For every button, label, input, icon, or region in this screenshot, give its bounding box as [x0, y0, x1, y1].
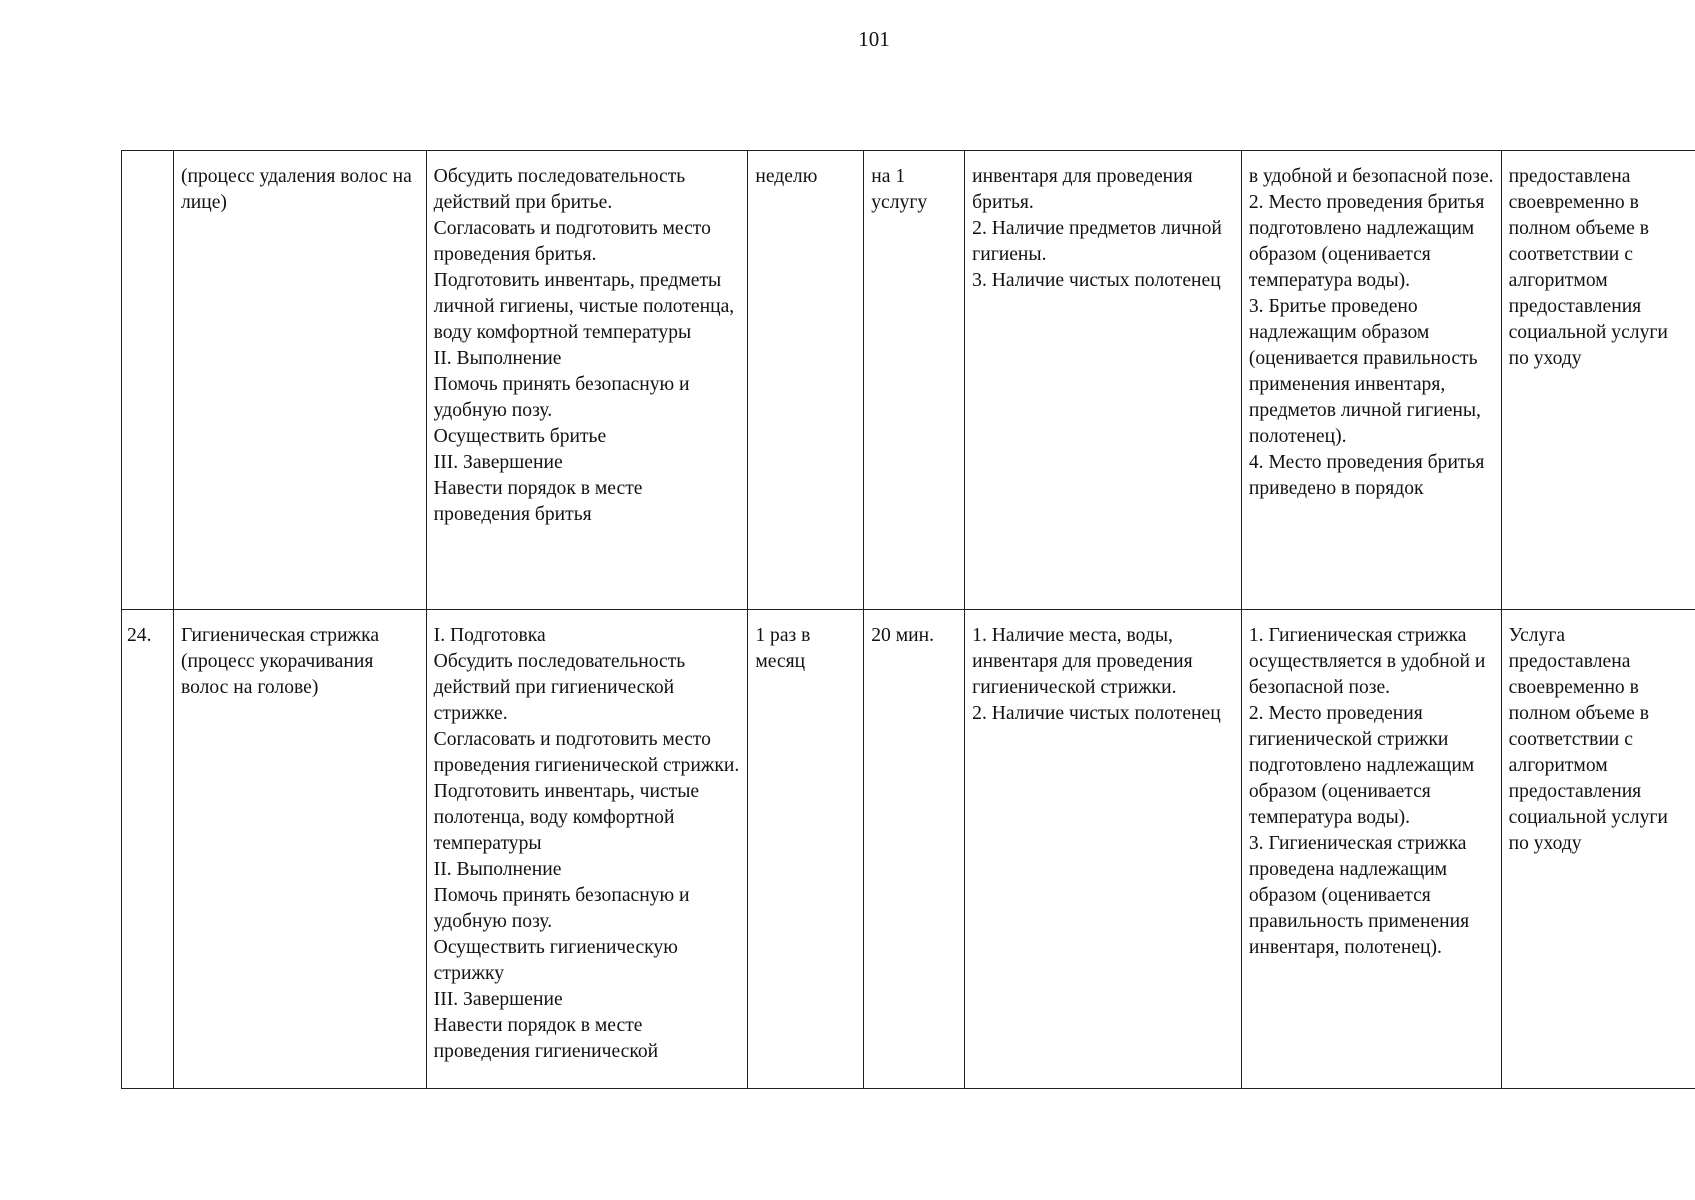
cell-duration: 20 мин. [864, 610, 965, 1089]
cell-frequency: 1 раз в месяц [748, 610, 864, 1089]
cell-procedure: I. Подготовка Обсудить последовательность действий при гигиенической стрижке. Согласовать и подготовить место проведения гигиенической стрижки. Подготовить инвентарь, чистые полотенца, воду комфортной температуры II. Выполнение Помочь принять безопасную и удобную позу. Осуществить гигиеническую стрижку III. Завершение Навести порядок в месте проведения гигиенической [426, 610, 748, 1089]
cell-number: 24. [122, 610, 174, 1089]
cell-procedure: Обсудить последовательность действий при бритье. Согласовать и подготовить место проведения бритья. Подготовить инвентарь, предметы личной гигиены, чистые полотенца, воду комфортной температуры II. Выполнение Помочь принять безопасную и удобную позу. Осуществить бритье III. Завершение Навести порядок в месте проведения бритья [426, 151, 748, 610]
cell-service-name: (процесс удаления волос на лице) [173, 151, 426, 610]
cell-number [122, 151, 174, 610]
cell-frequency: неделю [748, 151, 864, 610]
cell-quality-indicators: в удобной и безопасной позе. 2. Место проведения бритья подготовлено надлежащим образом (оценивается температура воды). 3. Бритье проведено надлежащим образом (оценивается правильность применения инвентаря, предметов личной гигиены, полотенец). 4. Место проведения бритья приведено в порядок [1241, 151, 1501, 610]
page-number: 101 [858, 27, 890, 51]
table-row [122, 151, 1695, 610]
cell-result: предоставлена своевременно в полном объеме в соответствии с алгоритмом предоставления социальной услуги по уходу [1501, 151, 1695, 610]
table-row [122, 610, 1695, 1089]
cell-conditions: 1. Наличие места, воды, инвентаря для проведения гигиенической стрижки. 2. Наличие чистых полотенец [965, 610, 1242, 1089]
cell-conditions: инвентаря для проведения бритья. 2. Наличие предметов личной гигиены. 3. Наличие чистых полотенец [965, 151, 1242, 610]
cell-service-name: Гигиеническая стрижка (процесс укорачивания волос на голове) [173, 610, 426, 1089]
cell-quality-indicators: 1. Гигиеническая стрижка осуществляется в удобной и безопасной позе. 2. Место проведения гигиенической стрижки подготовлено надлежащим образом (оценивается температура воды). 3. Гигиеническая стрижка проведена надлежащим образом (оценивается правильность применения инвентаря, полотенец). [1241, 610, 1501, 1089]
cell-result: Услуга предоставлена своевременно в полном объеме в соответствии с алгоритмом предоставления социальной услуги по уходу [1501, 610, 1695, 1089]
cell-duration: на 1 услугу [864, 151, 965, 610]
services-table [121, 150, 1695, 1089]
